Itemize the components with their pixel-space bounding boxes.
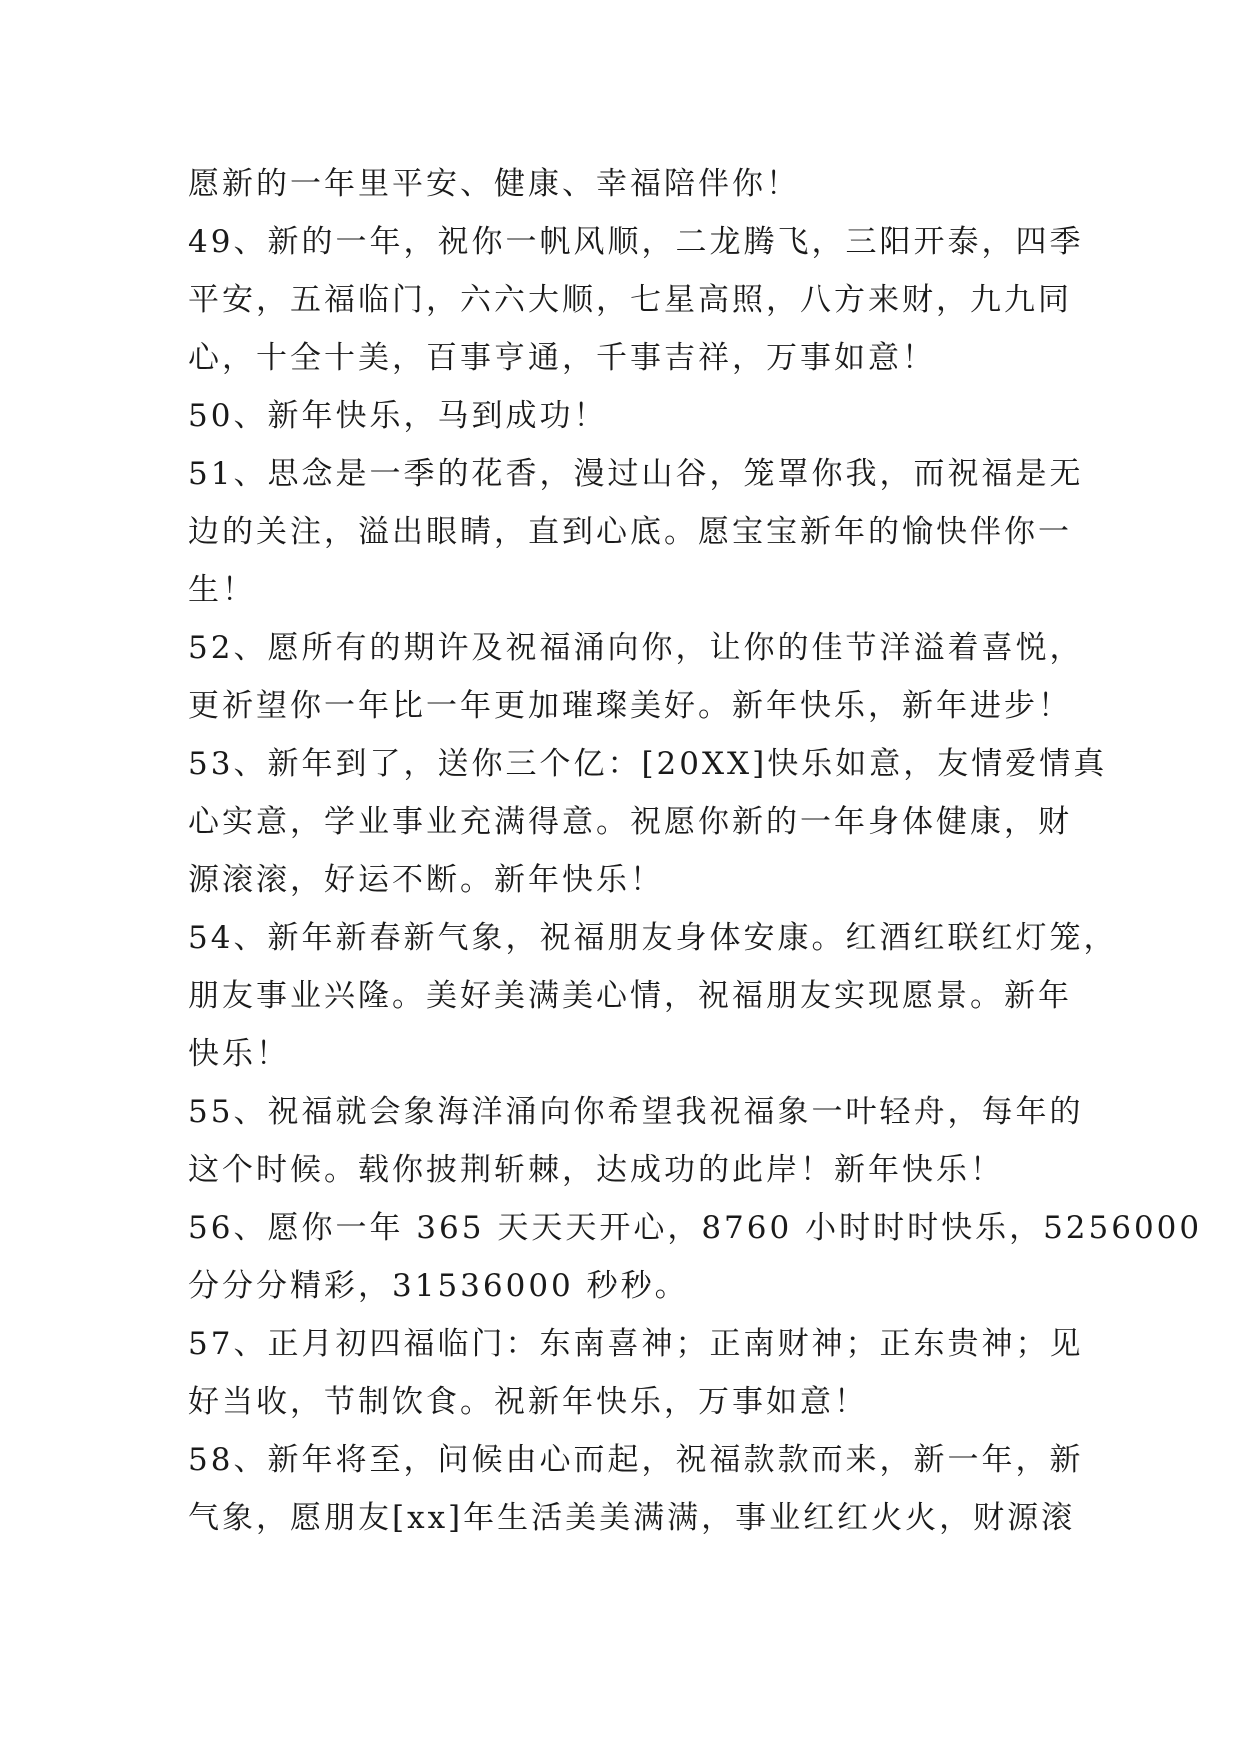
text-line: 快乐！ (188, 1036, 290, 1072)
text-line: 52、愿所有的期许及祝福涌向你，让你的佳节洋溢着喜悦， (188, 630, 1084, 666)
text-line: 54、新年新春新气象，祝福朋友身体安康。红酒红联红灯笼， (188, 920, 1118, 956)
text-line: 平安，五福临门，六六大顺，七星高照，八方来财，九九同 (188, 282, 1072, 318)
text-line: 49、新的一年，祝你一帆风顺，二龙腾飞，三阳开泰，四季 (188, 224, 1084, 260)
text-line: 心实意，学业事业充满得意。祝愿你新的一年身体健康，财 (188, 804, 1072, 840)
text-line: 朋友事业兴隆。美好美满美心情，祝福朋友实现愿景。新年 (188, 978, 1072, 1014)
text-line: 分分分精彩，31536000 秒秒。 (188, 1268, 689, 1304)
text-line: 生！ (188, 572, 256, 608)
text-line: 50、新年快乐，马到成功！ (188, 398, 608, 434)
text-line: 55、祝福就会象海洋涌向你希望我祝福象一叶轻舟，每年的 (188, 1094, 1084, 1130)
document-body (188, 155, 1203, 1547)
text-line: 53、新年到了，送你三个亿：[20XX]快乐如意，友情爱情真 (188, 746, 1108, 782)
text-line: 愿新的一年里平安、健康、幸福陪伴你！ (188, 166, 800, 202)
text-line: 51、思念是一季的花香，漫过山谷，笼罩你我，而祝福是无 (188, 456, 1084, 492)
text-line: 好当收，节制饮食。祝新年快乐，万事如意！ (188, 1384, 868, 1420)
text-line: 边的关注，溢出眼睛，直到心底。愿宝宝新年的愉快伴你一 (188, 514, 1072, 550)
text-line: 心，十全十美，百事亨通，千事吉祥，万事如意！ (188, 340, 936, 376)
text-line: 气象，愿朋友[xx]年生活美美满满，事业红红火火，财源滚 (188, 1500, 1076, 1536)
text-line: 57、正月初四福临门：东南喜神；正南财神；正东贵神；见 (188, 1326, 1084, 1362)
text-line: 更祈望你一年比一年更加璀璨美好。新年快乐，新年进步！ (188, 688, 1072, 724)
text-line: 56、愿你一年 365 天天天开心，8760 小时时时快乐，5256000 (188, 1210, 1203, 1246)
text-line: 这个时候。载你披荆斩棘，达成功的此岸！新年快乐！ (188, 1152, 1004, 1188)
text-line: 58、新年将至，问候由心而起，祝福款款而来，新一年，新 (188, 1442, 1084, 1478)
text-line: 源滚滚，好运不断。新年快乐！ (188, 862, 664, 898)
